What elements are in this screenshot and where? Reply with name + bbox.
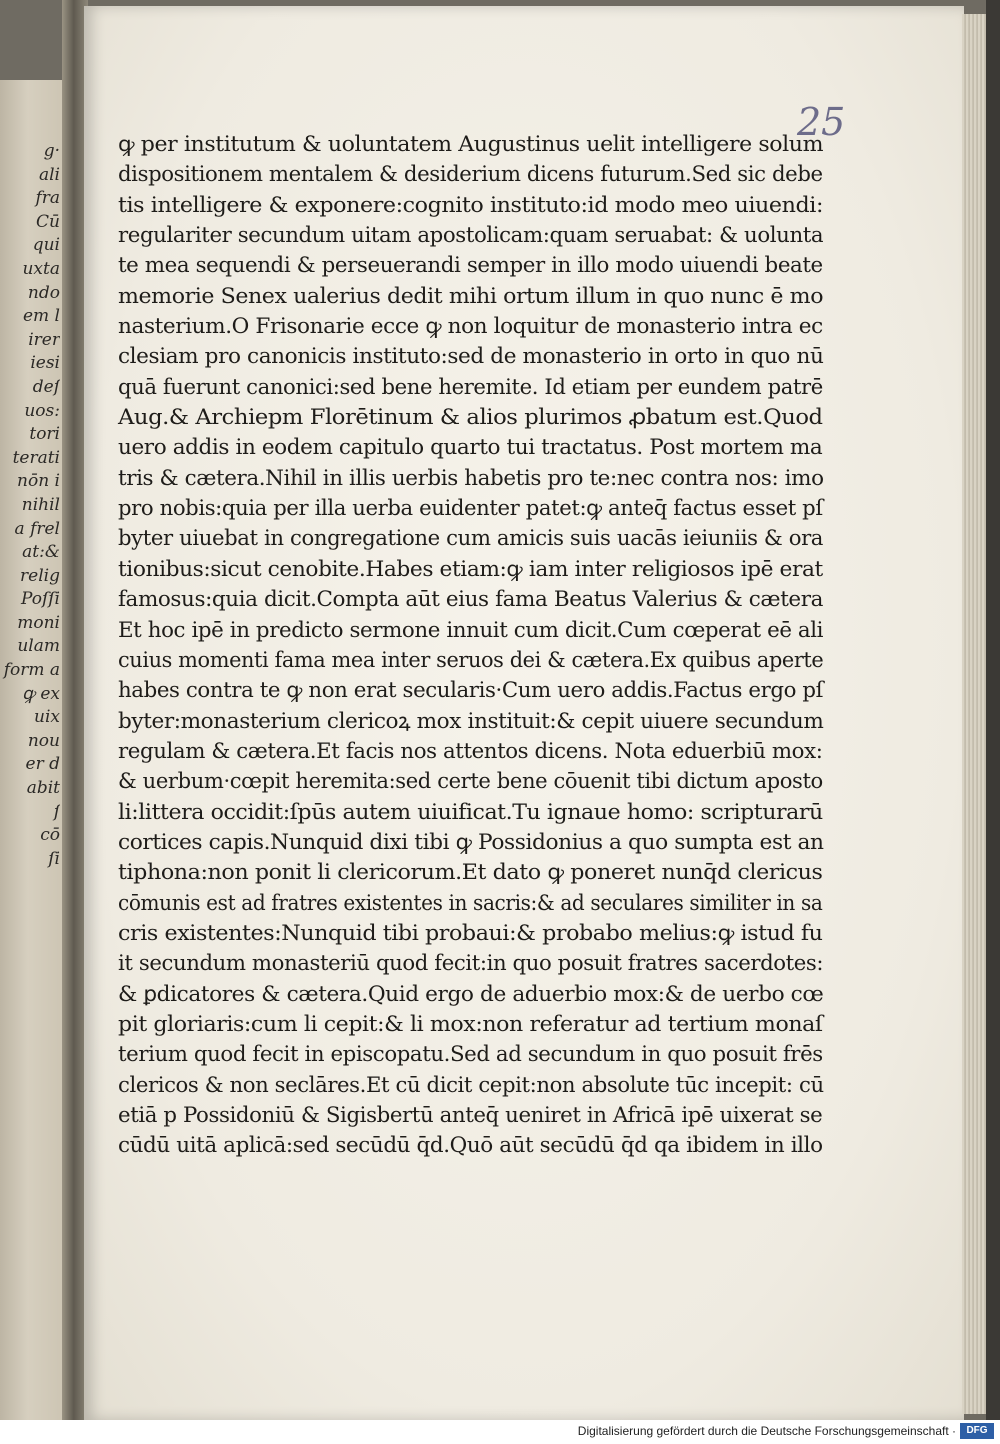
text-line: Aug.& Archiepm Florētinum & alios plurimos ꝓbatum est.Quod (118, 405, 823, 430)
margin-fragment: abit (26, 778, 60, 799)
text-line: regulariter secundum uitam apostolicam:quam seruabat: & uolunta (118, 223, 824, 248)
margin-fragment: at:& (22, 542, 60, 563)
text-line: cuius momenti fama mea inter seruos dei & cætera.Ex quibus aperte (118, 647, 824, 672)
text-line: byter uiuebat in congregatione cum amicis suis uacās ieiuniis & ora (118, 526, 824, 551)
margin-fragment: moni (17, 612, 60, 633)
text-line: cūdū uitā aplicā:sed secūdū q̄d.Quō aūt secūdū q̄d qa ibidem in illo (118, 1133, 823, 1158)
text-line: cortices capis.Nunquid dixi tibi ꝙ Possidonius a quo sumpta est an (118, 829, 824, 854)
margin-fragment: ſi (48, 848, 60, 869)
scan-border (986, 0, 1000, 1444)
text-line: ꝙ per institutum & uoluntatem Augustinus uelit intelligere solum (118, 132, 824, 156)
text-line: tris & cætera.Nihil in illis uerbis habetis pro te:nec contra nos: imo (118, 465, 824, 490)
footer-bar (0, 1420, 1000, 1444)
text-line: etiā p Possidoniū & Sigisbertū anteq̄ ueniret in Africā ipē uixerat se (118, 1103, 823, 1127)
margin-fragment: ſ (53, 801, 60, 822)
text-line: uero addis in eodem capitulo quarto tui tractatus. Post mortem ma (118, 435, 823, 460)
printed-text-block (118, 129, 838, 1161)
text-line: pit gloriaris:cum li cepit:& li mox:non referatur ad tertium monaſ (118, 1011, 823, 1036)
text-line: quā fuerunt canonici:sed bene heremite. Id etiam per eundem patrē (118, 374, 823, 399)
margin-fragment: irer (28, 329, 60, 350)
margin-fragment: em l (22, 306, 60, 327)
margin-fragment: uos: (24, 400, 60, 421)
text-line: clesiam pro canonicis instituto:sed de monasterio in orto in quo nū (118, 344, 824, 369)
margin-fragment: deſ (32, 376, 60, 397)
margin-fragment: ulam (17, 636, 60, 657)
margin-fragment: ndo (27, 282, 60, 303)
text-line: Et hoc ipē in predicto sermone innuit cum dicit.Cum cœperat eē ali (118, 617, 824, 642)
footer-credit: Digitalisierung gefördert durch die Deutsche Forschungsgemeinschaft · (577, 1424, 956, 1438)
margin-fragment: Cū (36, 211, 60, 232)
left-page-text-fragments (0, 140, 60, 871)
margin-fragment: nou (27, 730, 60, 751)
text-line: cōmunis est ad fratres existentes in sacris:& ad seculares similiter in sa (118, 890, 823, 915)
text-line: byter:monasterium clericoꝝ mox instituit:& cepit uiuere secundum (118, 708, 824, 733)
margin-fragment: nōn i (17, 471, 60, 492)
margin-fragment: iesi (30, 353, 60, 374)
margin-fragment: qui (32, 235, 60, 256)
margin-fragment: form a (3, 660, 60, 681)
margin-fragment: uix (34, 707, 60, 728)
text-line: cris existentes:Nunquid tibi probaui:& probabo melius:ꝙ istud fu (118, 920, 823, 945)
text-line: nasterium.O Frisonarie ecce ꝙ non loquitur de monasterio intra ec (118, 314, 823, 339)
text-line: tiphona:non ponit li clericorum.Et dato ꝙ poneret nunq̄d clericus (118, 860, 823, 885)
text-line: te mea sequendi & perseuerandi semper in illo modo uiuendi beate (118, 253, 823, 278)
text-line: regulam & cætera.Et facis nos attentos dicens. Nota eduerbiū mox: (118, 738, 823, 763)
text-line: it secundum monasteriū quod fecit:in quo posuit fratres sacerdotes: (118, 951, 824, 976)
text-line: pro nobis:quia per illa uerba euidenter patet:ꝙ anteq̄ factus esset pſ (118, 496, 823, 521)
margin-fragment: cō (40, 825, 60, 846)
margin-fragment: g· (43, 141, 60, 161)
margin-fragment: Poſſi (20, 589, 60, 610)
margin-fragment: relig (20, 565, 60, 586)
margin-fragment: uxta (22, 258, 60, 279)
text-line: & uerbum·cœpit heremita:sed certe bene cōuenit tibi dictum aposto (118, 769, 823, 794)
margin-fragment: terati (12, 447, 60, 468)
text-line: dispositionem mentalem & desiderium dicens futurum.Sed sic debe (118, 162, 823, 187)
text-line: famosus:quia dicit.Compta aūt eius fama Beatus Valerius & cætera (118, 587, 823, 612)
margin-fragment: ali (38, 164, 60, 185)
text-line: & ꝑdicatores & cætera.Quid ergo de aduerbio mox:& de uerbo cœ (118, 981, 824, 1006)
margin-fragment: fra (35, 188, 60, 209)
text-line: terium quod fecit in episcopatu.Sed ad secundum in quo posuit frēs (118, 1042, 823, 1067)
dfg-logo: DFG (960, 1423, 994, 1439)
text-line: clericos & non seclāres.Et cū dicit cepit:non absolute tūc incepit: cū (118, 1072, 824, 1097)
text-line: tionibus:sicut cenobite.Habes etiam:ꝙ iam inter religiosos ipē erat (118, 556, 823, 581)
text-line: li:littera occidit:ſpūs autem uiuificat.Tu ignaue homo: scripturarū (118, 799, 823, 824)
margin-fragment: er d (25, 754, 60, 775)
margin-fragment: a frel (14, 518, 60, 539)
text-line: memorie Senex ualerius dedit mihi ortum illum in quo nunc ē mo (118, 283, 824, 308)
margin-fragment: ꝙ ex (22, 683, 60, 704)
text-line: habes contra te ꝙ non erat secularis·Cum uero addis.Factus ergo pſ (118, 678, 824, 703)
text-line: tis intelligere & exponere:cognito instituto:id modo meo uiuendi: (118, 192, 824, 217)
margin-fragment: nihil (21, 494, 60, 515)
margin-fragment: tori (29, 424, 60, 445)
folio-number: 25 (797, 100, 846, 144)
page-edges (962, 14, 986, 1414)
